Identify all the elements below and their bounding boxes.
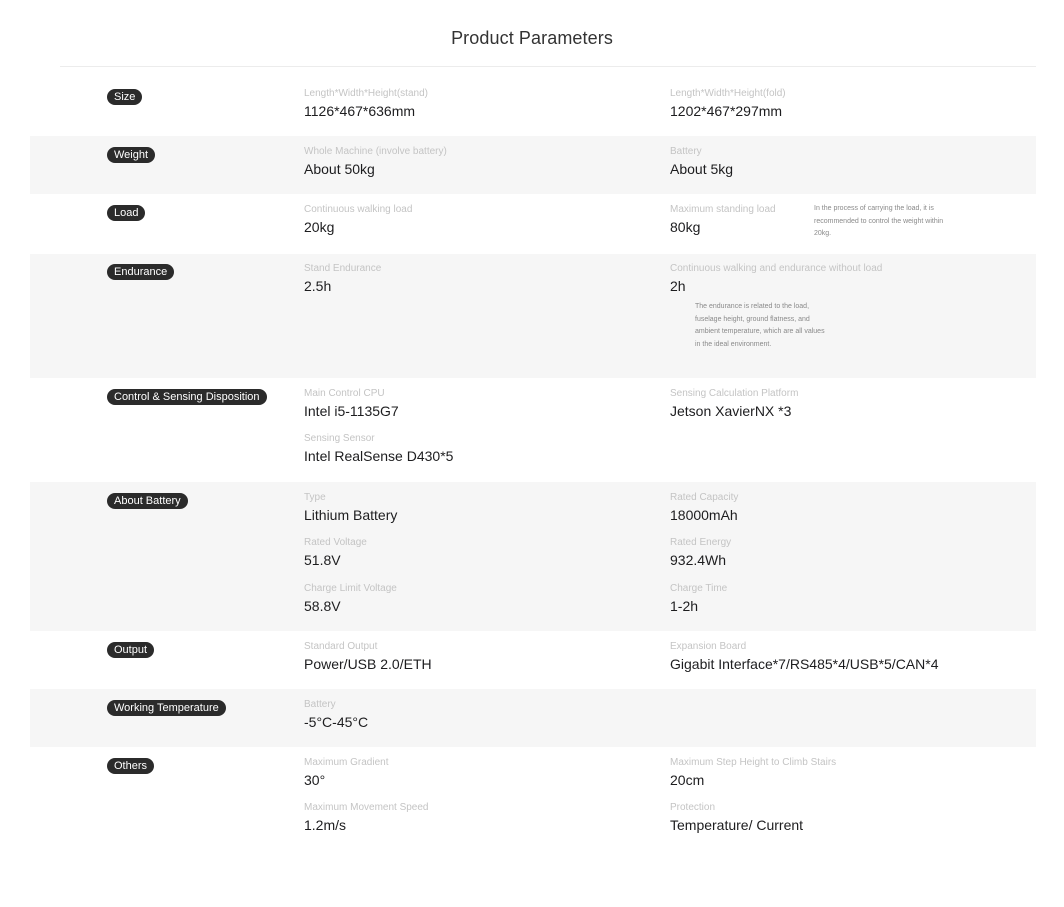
spec-value: Intel i5-1135G7 — [304, 403, 399, 419]
category-badge: Others — [107, 758, 154, 774]
spec-value: 1202*467*297mm — [670, 103, 783, 119]
spec-row-weight — [30, 136, 1036, 194]
spec-cell — [670, 757, 836, 789]
spec-cell — [304, 263, 381, 295]
spec-label: Maximum Step Height to Climb Stairs — [670, 757, 837, 768]
spec-label: Charge Time — [670, 583, 728, 594]
spec-value: Temperature/ Current — [670, 817, 804, 833]
spec-label: Sensing Sensor — [304, 433, 375, 444]
spec-value: About 5kg — [670, 161, 734, 177]
spec-value: -5°C-45°C — [304, 714, 369, 730]
spec-label: Continuous walking load — [304, 204, 413, 215]
title-divider — [60, 66, 1036, 67]
spec-label: Length*Width*Height(fold) — [670, 88, 786, 99]
category-badge: Control & Sensing Disposition — [107, 389, 267, 405]
spec-cell — [304, 537, 367, 569]
category-badge: Size — [107, 89, 142, 105]
spec-cell — [670, 204, 776, 236]
spec-cell — [670, 88, 786, 120]
spec-note: In the process of carrying the load, it is recommended to control the weight within 20kg. — [814, 205, 944, 237]
page-title: Product Parameters — [451, 28, 613, 48]
spec-value: 2h — [670, 278, 686, 294]
spec-cell — [670, 537, 731, 569]
spec-value: Power/USB 2.0/ETH — [304, 656, 432, 672]
spec-cell — [304, 146, 447, 178]
category-badge: Working Temperature — [107, 700, 226, 716]
spec-row-load — [30, 194, 1036, 254]
category-badge: Endurance — [107, 264, 174, 280]
spec-value: 58.8V — [304, 598, 341, 614]
spec-label: Battery — [304, 699, 336, 710]
spec-value: Jetson XavierNX *3 — [670, 403, 792, 419]
spec-row-control-sensing — [30, 378, 1036, 482]
spec-label: Whole Machine (involve battery) — [304, 146, 447, 157]
category-badge: About Battery — [107, 493, 188, 509]
spec-label: Rated Voltage — [304, 537, 367, 548]
spec-value: 932.4Wh — [670, 552, 727, 568]
spec-value: Lithium Battery — [304, 507, 398, 523]
spec-value: Gigabit Interface*7/RS485*4/USB*5/CAN*4 — [670, 656, 939, 672]
spec-row-endurance — [30, 254, 1036, 378]
spec-label: Maximum standing load — [670, 204, 776, 215]
spec-value: 2.5h — [304, 278, 332, 294]
spec-value: 51.8V — [304, 552, 341, 568]
spec-cell — [304, 757, 388, 789]
spec-value: 80kg — [670, 219, 701, 235]
spec-label: Length*Width*Height(stand) — [304, 88, 428, 99]
spec-label: Maximum Movement Speed — [304, 802, 429, 813]
spec-value: 1-2h — [670, 598, 699, 614]
spec-value: 18000mAh — [670, 507, 738, 523]
spec-label: Expansion Board — [670, 641, 747, 652]
spec-row-size — [30, 80, 1036, 136]
spec-cell — [304, 641, 432, 673]
spec-label: Standard Output — [304, 641, 378, 652]
spec-note: The endurance is related to the load, fuselage height, ground flatness, and ambient temperature, which are all values in the ideal environment. — [695, 303, 825, 348]
spec-value: 20kg — [304, 219, 335, 235]
spec-value: Intel RealSense D430*5 — [304, 448, 454, 464]
spec-value: About 50kg — [304, 161, 375, 177]
spec-label: Charge Limit Voltage — [304, 583, 397, 594]
spec-label: Rated Energy — [670, 537, 732, 548]
spec-label: Battery — [670, 146, 702, 157]
spec-label: Stand Endurance — [304, 263, 382, 274]
spec-cell — [670, 641, 938, 673]
spec-cell — [670, 263, 882, 295]
spec-value: 20cm — [670, 772, 705, 788]
spec-value: 30° — [304, 772, 326, 788]
spec-label: Maximum Gradient — [304, 757, 389, 768]
spec-row-output — [30, 631, 1036, 689]
spec-cell — [670, 492, 738, 524]
category-badge: Output — [107, 642, 154, 658]
spec-cell — [304, 583, 397, 615]
spec-cell — [304, 88, 428, 120]
spec-cell — [670, 146, 733, 178]
spec-cell — [670, 388, 798, 420]
spec-cell — [670, 583, 727, 615]
spec-cell — [304, 433, 453, 465]
spec-label: Sensing Calculation Platform — [670, 388, 799, 399]
spec-cell — [304, 802, 429, 834]
spec-label: Protection — [670, 802, 716, 813]
spec-cell — [304, 699, 368, 731]
spec-value: 1126*467*636mm — [304, 103, 416, 119]
spec-label: Rated Capacity — [670, 492, 739, 503]
category-badge: Load — [107, 205, 145, 221]
spec-row-others — [30, 747, 1036, 851]
spec-value: 1.2m/s — [304, 817, 347, 833]
spec-row-working-temperature — [30, 689, 1036, 747]
category-badge: Weight — [107, 147, 155, 163]
spec-label: Main Control CPU — [304, 388, 385, 399]
spec-label: Continuous walking and endurance without load — [670, 263, 883, 274]
spec-row-battery — [30, 482, 1036, 631]
spec-cell — [304, 388, 399, 420]
spec-cell — [670, 802, 803, 834]
spec-label: Type — [304, 492, 326, 503]
spec-cell — [304, 204, 412, 236]
spec-cell — [304, 492, 397, 524]
